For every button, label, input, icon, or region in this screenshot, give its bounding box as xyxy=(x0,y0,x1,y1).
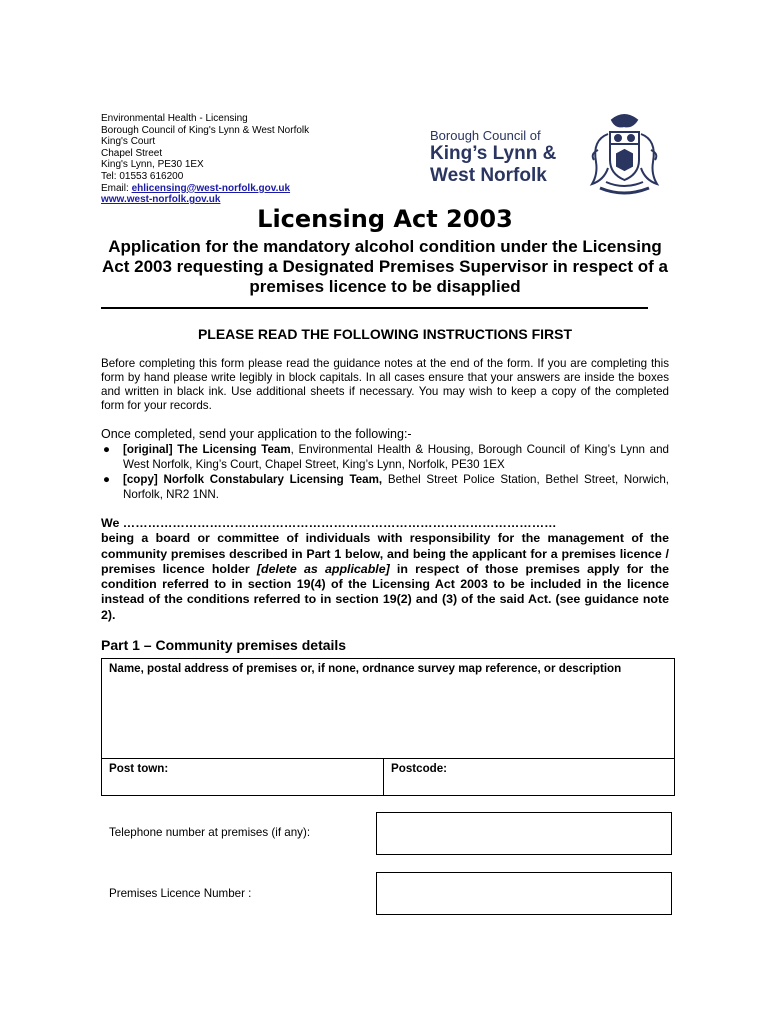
postcode-label: Postcode: xyxy=(391,762,448,775)
instructions-heading: PLEASE READ THE FOLLOWING INSTRUCTIONS FIRST xyxy=(197,326,573,342)
address-line: Borough Council of King's Lynn & West Norfolk xyxy=(101,124,310,136)
recipient-name: Norfolk Constabulary Licensing Team, xyxy=(157,473,383,486)
website-line xyxy=(101,194,309,206)
council-address xyxy=(101,113,309,206)
address-line: Chapel Street xyxy=(101,147,163,159)
licence-number-field[interactable] xyxy=(376,872,672,915)
postcode-field[interactable] xyxy=(384,759,674,795)
email-prefix: Email: xyxy=(101,182,132,194)
part1-heading: Part 1 – Community premises details xyxy=(101,637,347,653)
bullet-icon: ● xyxy=(103,473,111,486)
logo-line-3: West Norfolk xyxy=(430,165,547,186)
copy-tag: [copy] xyxy=(123,473,158,486)
address-line: Tel: 01553 616200 xyxy=(101,170,184,182)
recipient-list xyxy=(101,443,669,503)
declaration-text-part: in respect of those premises apply for the condition referred to in section 19(4) of the Licensing Act 2003 to be included in the licence instead of the conditions referred to in section 19(2) and (3) of the said Act. (see guidance note 2). xyxy=(101,561,669,622)
logo-line-2: King’s Lynn & xyxy=(430,143,557,164)
website-link[interactable]: www.west-norfolk.gov.uk xyxy=(101,194,221,206)
council-logo xyxy=(430,110,670,200)
logo-wordmark xyxy=(430,128,556,187)
delete-as-applicable: [delete as applicable] xyxy=(256,561,390,576)
recipient-address: Bethel Street Police Station, Bethel Street, Norwich, Norfolk, NR2 1NN. xyxy=(123,473,669,501)
email-link[interactable]: ehlicensing@west-norfolk.gov.uk xyxy=(131,182,291,194)
declaration xyxy=(101,516,669,623)
list-item xyxy=(101,443,669,472)
send-instructions: Once completed, send your application to the following:- xyxy=(101,427,412,441)
recipient-address: , Environmental Health & Housing, Borough Council of King’s Lynn and West Norfolk, King’s Court, Chapel Street, King’s Lynn, Norfolk, PE30 1EX xyxy=(123,443,669,471)
list-item xyxy=(101,473,669,502)
email-line xyxy=(101,183,309,195)
instructions-paragraph: Before completing this form please read the guidance notes at the end of the form. If you are completing this form by hand please write legibly in block capitals. In all cases ensure that your answers are inside the boxes and written in black ink. Use additional sheets if necessary. You may wish to keep a copy of the completed form for your records. xyxy=(101,357,669,412)
title-divider xyxy=(101,307,648,309)
premises-name-field[interactable] xyxy=(102,659,674,759)
address-line: Environmental Health - Licensing xyxy=(101,113,248,124)
form-subtitle: Application for the mandatory alcohol condition under the Licensing Act 2003 requesting a Designated Premises Supervisor in respect of a premises licence to be disapplied xyxy=(102,237,668,296)
telephone-field[interactable] xyxy=(376,812,672,855)
post-town-label: Post town: xyxy=(109,762,169,775)
declaration-text-part: being a board or committee of individuals with responsibility for the management of the community premises described in Part 1 below, and being the applicant for a premises licence / premises licence holder xyxy=(101,531,669,576)
main-title: Licensing Act 2003 xyxy=(257,205,513,233)
bullet-icon: ● xyxy=(103,443,111,456)
copy-tag: [original] xyxy=(123,443,173,456)
declaration-text xyxy=(101,531,669,623)
coat-of-arms-icon xyxy=(582,110,667,200)
we-fill-line[interactable]: We …………………………………………………………………………………………… xyxy=(101,516,557,530)
premises-details-table xyxy=(101,658,675,796)
address-line: King's Court xyxy=(101,136,156,148)
address-line: King's Lynn, PE30 1EX xyxy=(101,159,204,171)
telephone-label: Telephone number at premises (if any): xyxy=(109,826,311,839)
recipient-name: The Licensing Team xyxy=(172,443,291,456)
post-town-field[interactable] xyxy=(102,759,384,795)
premises-name-label: Name, postal address of premises or, if none, ordnance survey map reference, or description xyxy=(109,662,622,675)
licence-number-label: Premises Licence Number : xyxy=(109,887,252,900)
logo-line-1: Borough Council of xyxy=(430,128,541,143)
